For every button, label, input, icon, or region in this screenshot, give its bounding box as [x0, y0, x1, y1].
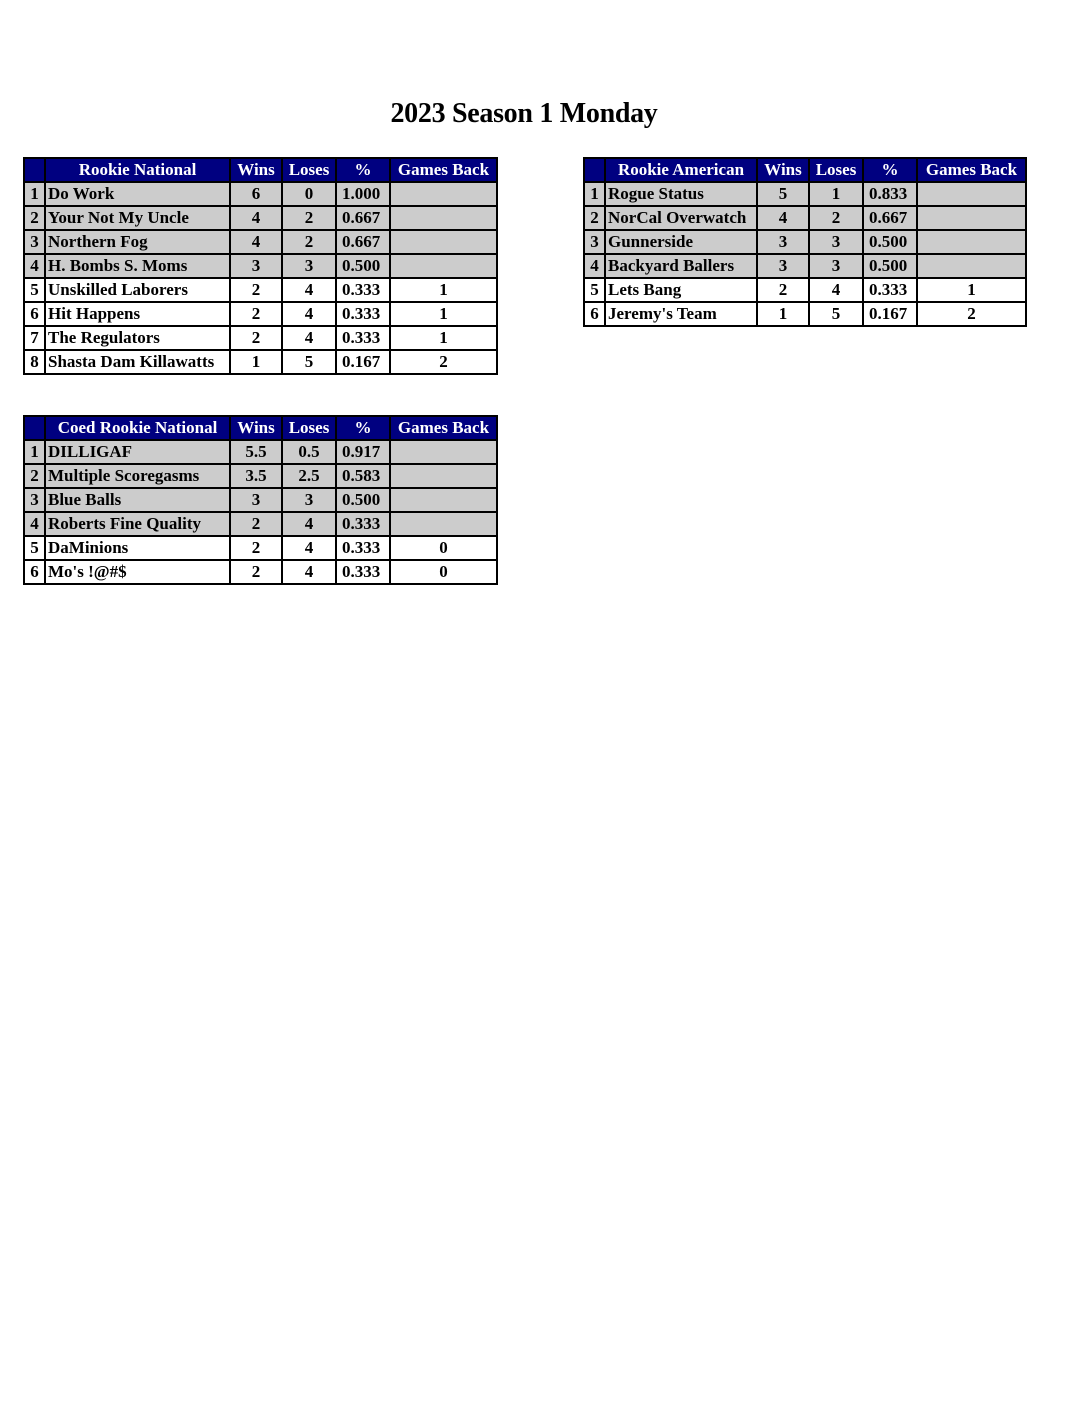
pct-cell: 0.333 [336, 302, 390, 326]
table-row [24, 230, 497, 254]
pct-header: % [336, 416, 390, 440]
team-cell: H. Bombs S. Moms [45, 254, 230, 278]
division-name-header: Rookie National [45, 158, 230, 182]
division-name-header: Rookie American [605, 158, 757, 182]
loses-cell: 4 [809, 278, 863, 302]
table-row [24, 488, 497, 512]
table-row [24, 512, 497, 536]
games-back-cell [390, 488, 497, 512]
rank-header [584, 158, 605, 182]
loses-cell: 2 [282, 206, 336, 230]
loses-cell: 4 [282, 326, 336, 350]
wins-cell: 2 [230, 560, 282, 584]
games-back-cell: 1 [390, 326, 497, 350]
rank-cell: 4 [584, 254, 605, 278]
games-back-header: Games Back [917, 158, 1026, 182]
loses-cell: 2.5 [282, 464, 336, 488]
team-cell: Roberts Fine Quality [45, 512, 230, 536]
wins-header: Wins [230, 158, 282, 182]
pct-cell: 0.167 [336, 350, 390, 374]
team-cell: Northern Fog [45, 230, 230, 254]
rank-cell: 6 [24, 560, 45, 584]
loses-header: Loses [809, 158, 863, 182]
pct-cell: 0.500 [336, 488, 390, 512]
team-cell: The Regulators [45, 326, 230, 350]
loses-cell: 0.5 [282, 440, 336, 464]
table-row [24, 206, 497, 230]
team-cell: Backyard Ballers [605, 254, 757, 278]
games-back-header: Games Back [390, 416, 497, 440]
team-cell: Unskilled Laborers [45, 278, 230, 302]
table-row [584, 230, 1026, 254]
rank-cell: 1 [24, 182, 45, 206]
pct-cell: 0.333 [336, 278, 390, 302]
team-cell: Your Not My Uncle [45, 206, 230, 230]
rank-cell: 6 [584, 302, 605, 326]
rank-header [24, 158, 45, 182]
wins-cell: 2 [230, 536, 282, 560]
table-header-row [584, 158, 1026, 182]
games-back-header: Games Back [390, 158, 497, 182]
wins-cell: 5.5 [230, 440, 282, 464]
wins-cell: 5 [757, 182, 809, 206]
pct-cell: 0.667 [336, 230, 390, 254]
loses-header: Loses [282, 158, 336, 182]
loses-cell: 2 [809, 206, 863, 230]
games-back-cell: 0 [390, 560, 497, 584]
wins-cell: 2 [230, 302, 282, 326]
team-cell: Rogue Status [605, 182, 757, 206]
wins-cell: 4 [230, 230, 282, 254]
loses-cell: 3 [282, 254, 336, 278]
table-row [584, 206, 1026, 230]
pct-cell: 0.500 [863, 230, 917, 254]
pct-cell: 0.667 [336, 206, 390, 230]
rank-cell: 3 [24, 230, 45, 254]
team-cell: DILLIGAF [45, 440, 230, 464]
rank-cell: 2 [24, 464, 45, 488]
team-cell: NorCal Overwatch [605, 206, 757, 230]
division-name-header: Coed Rookie National [45, 416, 230, 440]
pct-cell: 0.667 [863, 206, 917, 230]
rank-cell: 1 [584, 182, 605, 206]
pct-cell: 0.500 [863, 254, 917, 278]
pct-cell: 0.583 [336, 464, 390, 488]
wins-cell: 6 [230, 182, 282, 206]
loses-cell: 3 [809, 254, 863, 278]
table-header-row [24, 416, 497, 440]
table-row [584, 254, 1026, 278]
games-back-cell: 1 [917, 278, 1026, 302]
rank-cell: 2 [24, 206, 45, 230]
team-cell: Gunnerside [605, 230, 757, 254]
team-cell: Blue Balls [45, 488, 230, 512]
loses-cell: 0 [282, 182, 336, 206]
team-cell: Jeremy's Team [605, 302, 757, 326]
pct-cell: 0.333 [336, 326, 390, 350]
rank-cell: 5 [584, 278, 605, 302]
wins-cell: 4 [230, 206, 282, 230]
wins-cell: 3.5 [230, 464, 282, 488]
pct-cell: 0.917 [336, 440, 390, 464]
table-row [24, 440, 497, 464]
rank-cell: 3 [584, 230, 605, 254]
games-back-cell: 0 [390, 536, 497, 560]
rank-cell: 5 [24, 536, 45, 560]
rank-header [24, 416, 45, 440]
table-row [24, 464, 497, 488]
standings-table-rookie-american [583, 157, 1027, 327]
games-back-cell: 1 [390, 302, 497, 326]
loses-cell: 4 [282, 512, 336, 536]
wins-cell: 2 [230, 512, 282, 536]
wins-cell: 2 [230, 278, 282, 302]
loses-header: Loses [282, 416, 336, 440]
pct-cell: 0.333 [336, 512, 390, 536]
games-back-cell: 1 [390, 278, 497, 302]
table-row [24, 302, 497, 326]
wins-cell: 3 [230, 488, 282, 512]
wins-cell: 3 [757, 254, 809, 278]
games-back-cell [390, 182, 497, 206]
games-back-cell [390, 464, 497, 488]
rank-cell: 4 [24, 254, 45, 278]
table-row [24, 326, 497, 350]
rank-cell: 5 [24, 278, 45, 302]
rank-cell: 7 [24, 326, 45, 350]
games-back-cell [390, 254, 497, 278]
pct-header: % [336, 158, 390, 182]
rank-cell: 1 [24, 440, 45, 464]
team-cell: DaMinions [45, 536, 230, 560]
loses-cell: 4 [282, 536, 336, 560]
wins-cell: 2 [230, 326, 282, 350]
loses-cell: 5 [809, 302, 863, 326]
pct-header: % [863, 158, 917, 182]
rank-cell: 3 [24, 488, 45, 512]
loses-cell: 5 [282, 350, 336, 374]
team-cell: Hit Happens [45, 302, 230, 326]
team-cell: Shasta Dam Killawatts [45, 350, 230, 374]
games-back-cell [917, 254, 1026, 278]
table-row [24, 350, 497, 374]
games-back-cell [917, 230, 1026, 254]
pct-cell: 0.333 [863, 278, 917, 302]
page-title: 2023 Season 1 Monday [390, 98, 658, 129]
table-row [24, 182, 497, 206]
table-row [24, 254, 497, 278]
games-back-cell: 2 [390, 350, 497, 374]
pct-cell: 0.333 [336, 560, 390, 584]
table-header-row [24, 158, 497, 182]
loses-cell: 3 [809, 230, 863, 254]
rank-cell: 6 [24, 302, 45, 326]
standings-table-rookie-national [23, 157, 498, 375]
pct-cell: 0.500 [336, 254, 390, 278]
games-back-cell [390, 230, 497, 254]
pct-cell: 0.167 [863, 302, 917, 326]
table-row [24, 278, 497, 302]
table-row [24, 536, 497, 560]
team-cell: Do Work [45, 182, 230, 206]
standings-table-coed-rookie-national [23, 415, 498, 585]
loses-cell: 3 [282, 488, 336, 512]
team-cell: Lets Bang [605, 278, 757, 302]
games-back-cell [390, 512, 497, 536]
games-back-cell [917, 182, 1026, 206]
wins-cell: 2 [757, 278, 809, 302]
wins-header: Wins [757, 158, 809, 182]
loses-cell: 2 [282, 230, 336, 254]
table-row [24, 560, 497, 584]
games-back-cell [917, 206, 1026, 230]
rank-cell: 8 [24, 350, 45, 374]
loses-cell: 1 [809, 182, 863, 206]
wins-cell: 4 [757, 206, 809, 230]
games-back-cell [390, 440, 497, 464]
table-row [584, 302, 1026, 326]
table-row [584, 278, 1026, 302]
games-back-cell: 2 [917, 302, 1026, 326]
wins-header: Wins [230, 416, 282, 440]
rank-cell: 4 [24, 512, 45, 536]
pct-cell: 0.333 [336, 536, 390, 560]
team-cell: Mo's !@#$ [45, 560, 230, 584]
wins-cell: 1 [230, 350, 282, 374]
loses-cell: 4 [282, 560, 336, 584]
wins-cell: 1 [757, 302, 809, 326]
pct-cell: 1.000 [336, 182, 390, 206]
games-back-cell [390, 206, 497, 230]
loses-cell: 4 [282, 278, 336, 302]
loses-cell: 4 [282, 302, 336, 326]
table-row [584, 182, 1026, 206]
rank-cell: 2 [584, 206, 605, 230]
team-cell: Multiple Scoregasms [45, 464, 230, 488]
pct-cell: 0.833 [863, 182, 917, 206]
wins-cell: 3 [230, 254, 282, 278]
wins-cell: 3 [757, 230, 809, 254]
